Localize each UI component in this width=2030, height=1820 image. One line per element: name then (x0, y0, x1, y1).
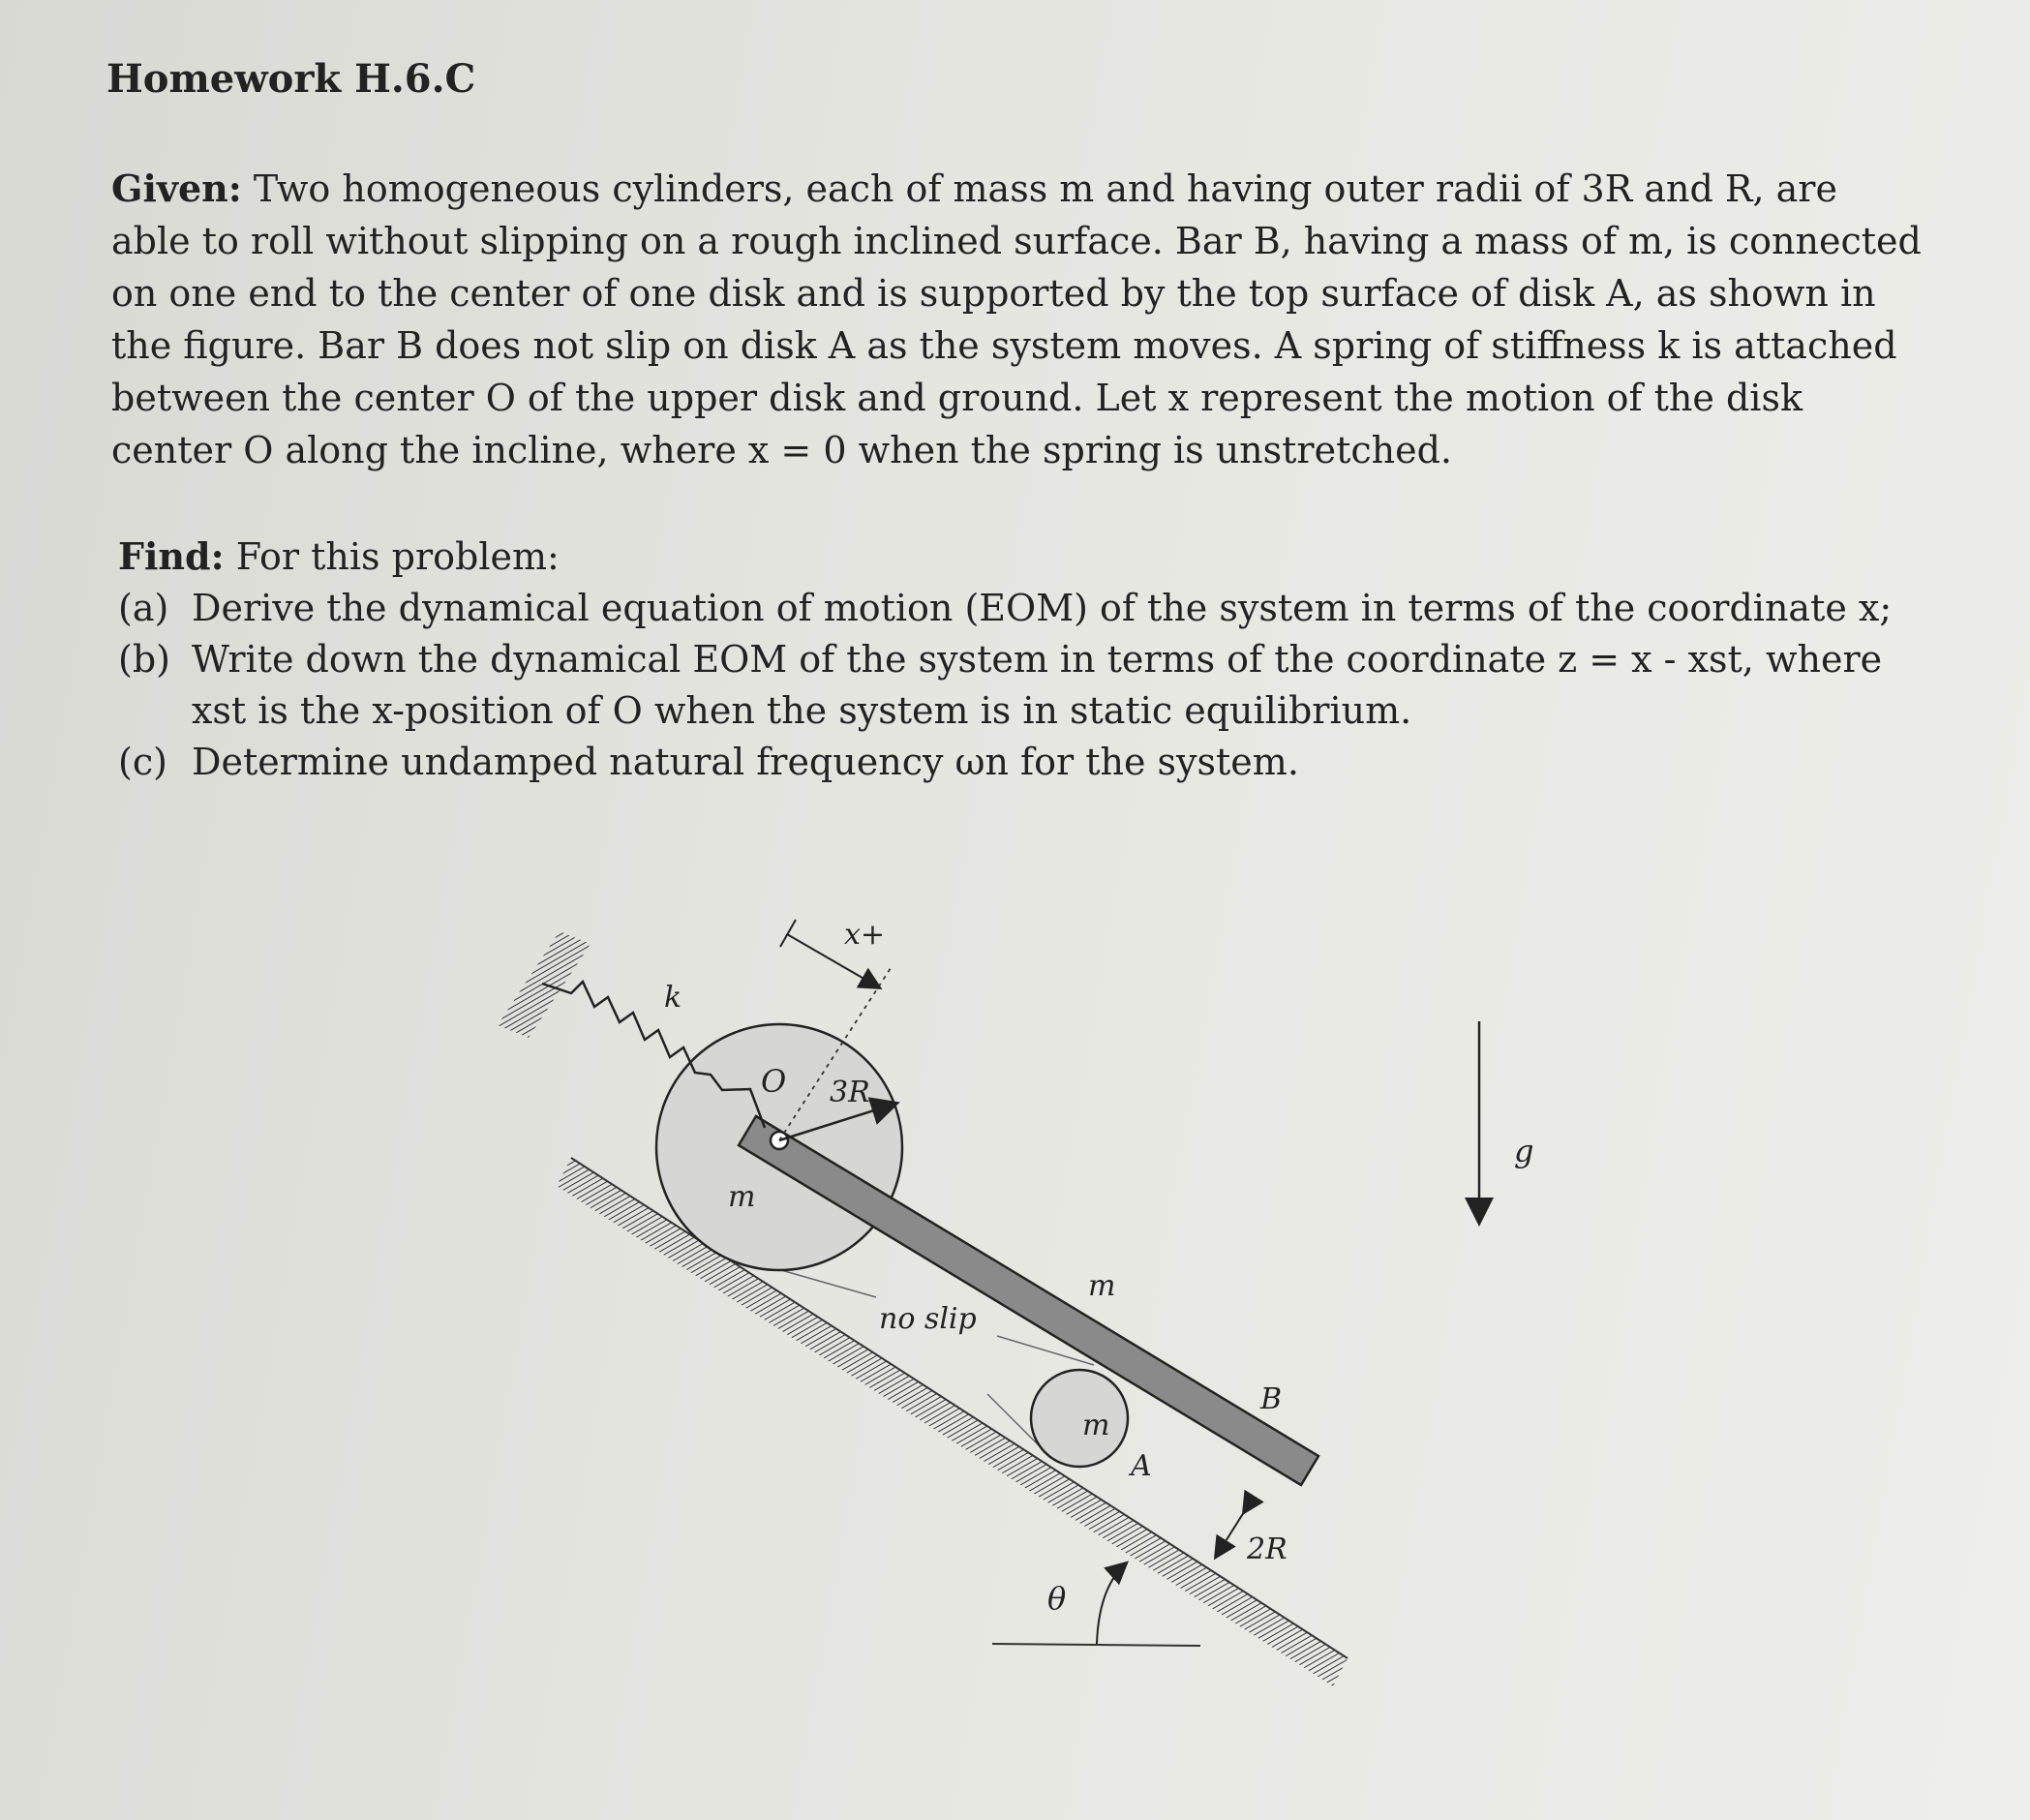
find-intro: For this problem: (235, 535, 560, 578)
given-label: Given: (111, 167, 242, 210)
center-o-label: O (761, 1063, 787, 1100)
find-item-label: (a) (118, 587, 169, 629)
spring-label: k (664, 981, 682, 1015)
find-item-b-continuation: xst is the x-position of O when the system is in static equilibrium. (192, 689, 1412, 732)
bar-b-label: B (1260, 1382, 1283, 1416)
x-arrow-tail (780, 920, 796, 947)
dim-2r-label: 2R (1247, 1532, 1288, 1566)
big-mass-label: m (728, 1180, 756, 1214)
angle-baseline (992, 1644, 1200, 1646)
angle-arc (1097, 1563, 1126, 1644)
guide-line (774, 1268, 876, 1297)
disk-a-label: A (1131, 1449, 1152, 1483)
angle-theta-label: θ (1047, 1580, 1067, 1617)
given-text: Two homogeneous cylinders, each of mass m and having outer radii of 3R and R, are able to roll without slipping on a rough inclined surface. Bar B, having a mass of m, is connected on one end to the center of one disk and is supported by the top surface of disk A, as shown in the figure. Bar B does not slip on disk A as the system moves. A spring of stiffness k is attached between the center O of the upper disk and ground. Let x represent the motion of the disk center O along the incline, where x = 0 when the spring is unstretched. (111, 167, 1922, 471)
small-mass-label: m (1082, 1409, 1110, 1442)
no-slip-label: no slip (879, 1302, 977, 1336)
gravity-label: g (1514, 1133, 1534, 1169)
find-item-label: (c) (118, 741, 167, 783)
radius-3r-label: 3R (830, 1076, 870, 1109)
bar-mass-label: m (1088, 1269, 1116, 1303)
dim-2r-arrow (1216, 1512, 1244, 1557)
find-label: Find: (118, 534, 225, 578)
page-title: Homework H.6.C (106, 56, 476, 102)
find-item-text: Write down the dynamical EOM of the system in terms of the coordinate z = x - xst, where (192, 638, 1883, 681)
x-plus-label: x+ (844, 918, 886, 952)
find-item-text: Derive the dynamical equation of motion (EOM) of the system in terms of the coordinate x; (192, 587, 1893, 629)
disk-a (1031, 1370, 1128, 1467)
bar-b (739, 1116, 1318, 1485)
find-item-text: Determine undamped natural frequency ωn for the system. (192, 741, 1299, 783)
find-item-label: (b) (118, 638, 170, 681)
